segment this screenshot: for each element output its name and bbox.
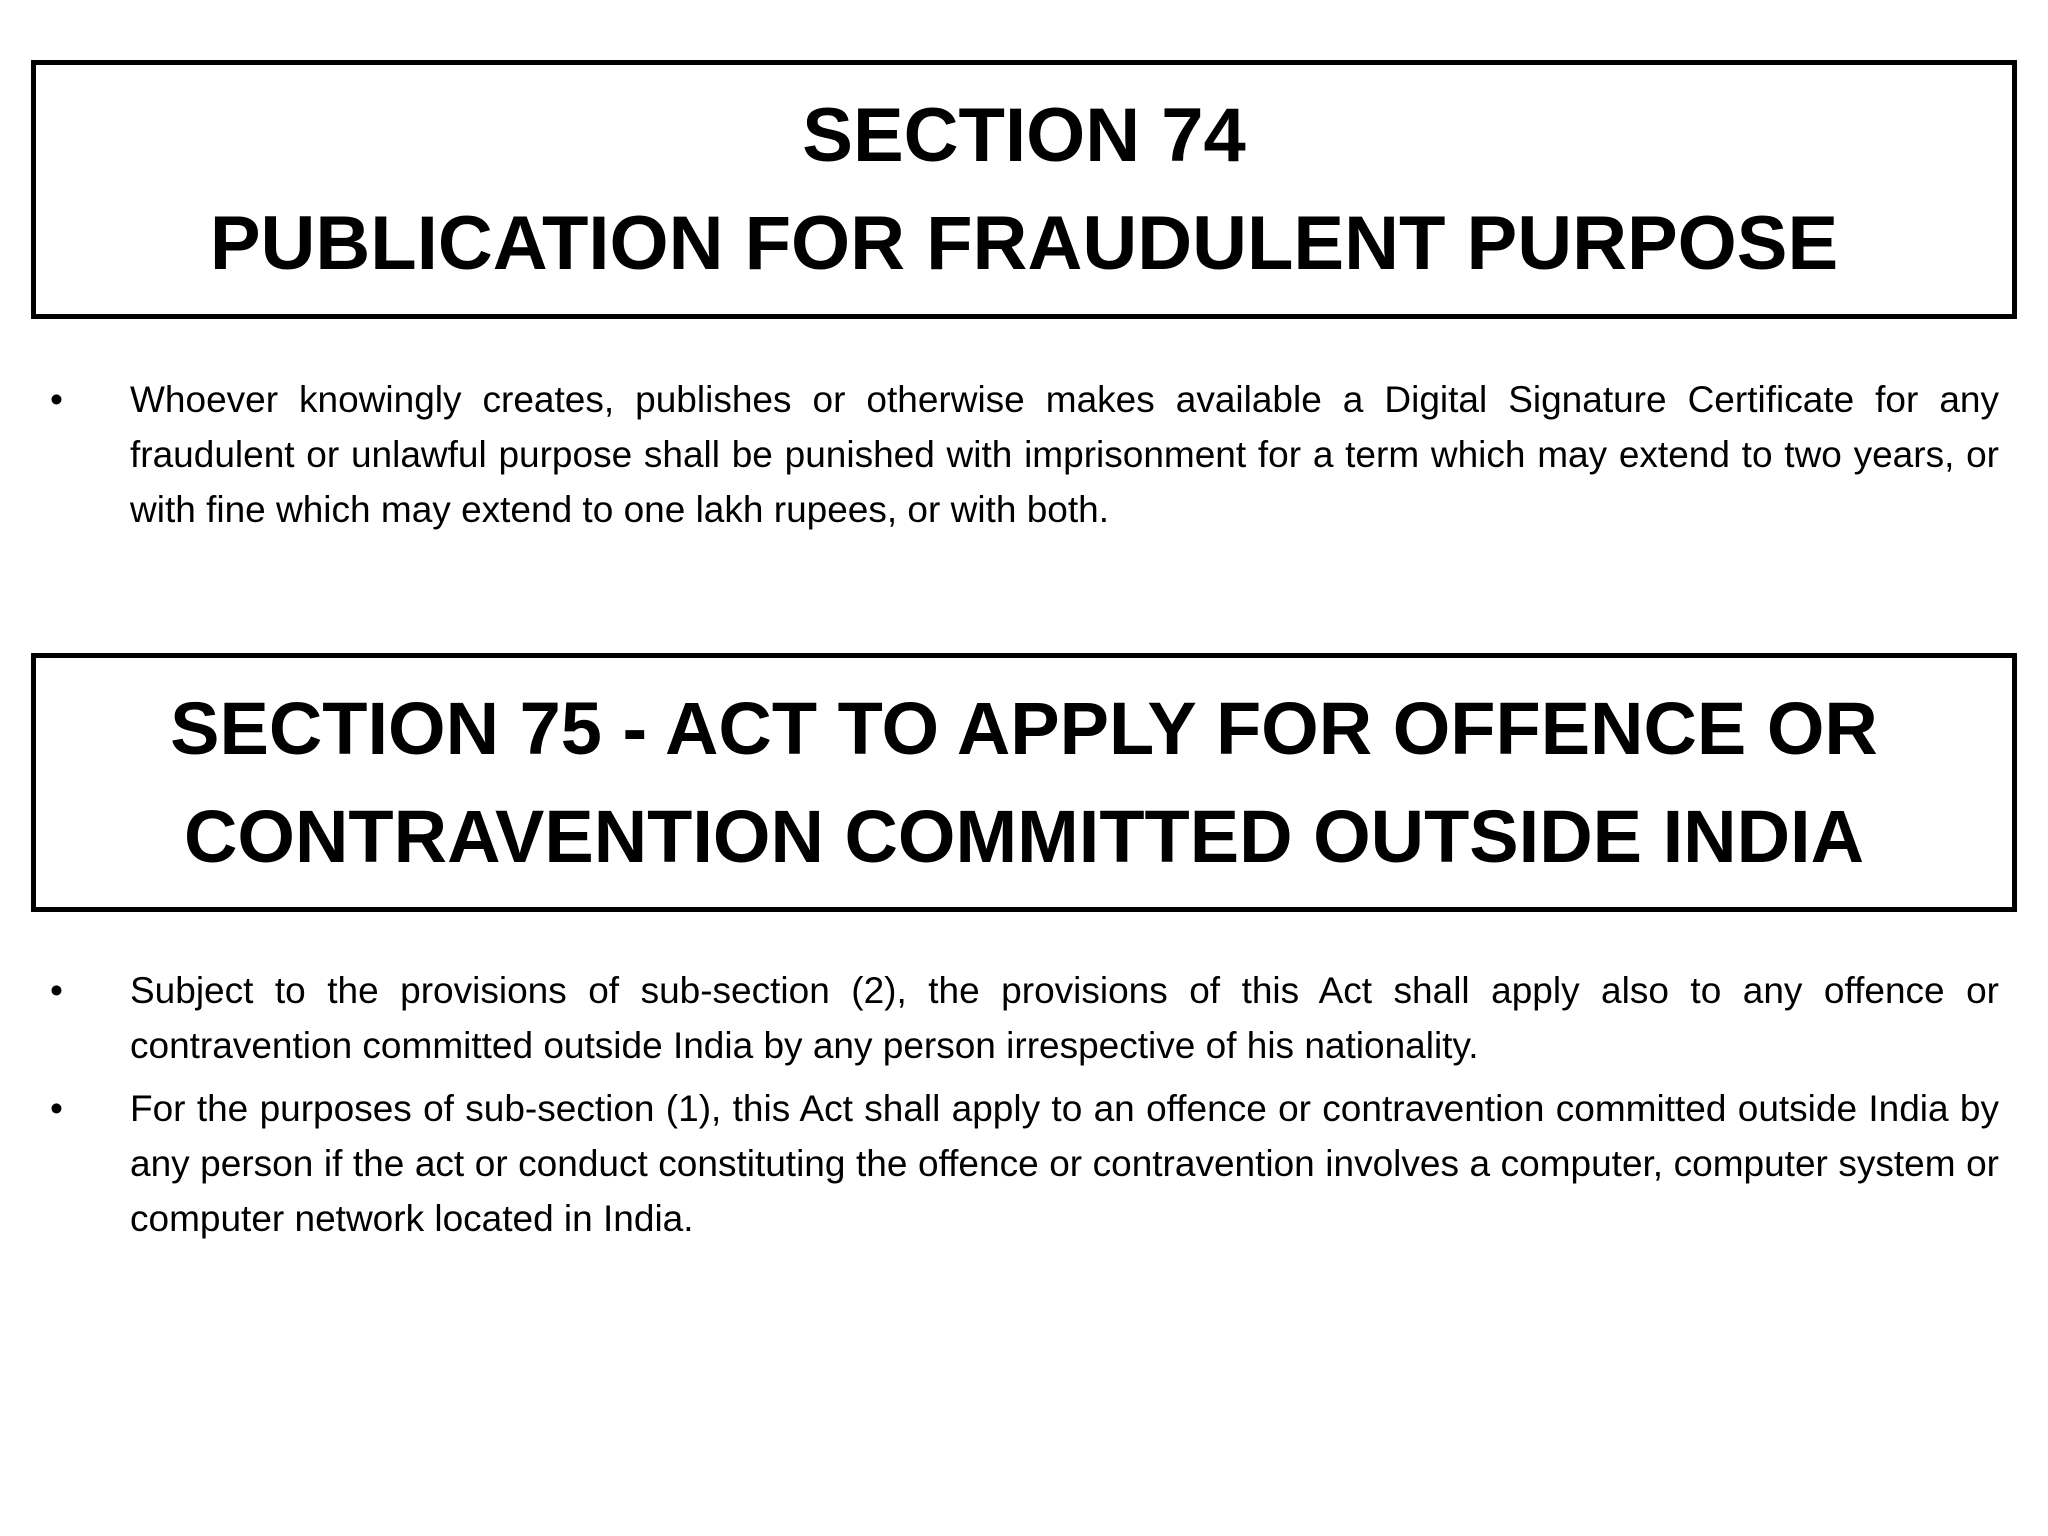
section-75-heading-line-1: SECTION 75 - ACT TO APPLY FOR OFFENCE OR [170,686,1878,770]
section-74-bullet-list [0,372,2048,545]
list-item [0,372,2048,537]
section-75-heading-box [31,653,2017,912]
bullet-icon: • [50,379,63,420]
bullet-icon: • [50,1088,63,1129]
section-74-heading-line-2: PUBLICATION FOR FRAUDULENT PURPOSE [209,200,1839,286]
bullet-icon: • [50,970,63,1011]
section-74-heading-line-1: SECTION 74 [802,92,1246,178]
section-75-heading-line-2: CONTRAVENTION COMMITTED OUTSIDE INDIA [183,794,1865,878]
list-item [0,963,2048,1073]
section-75-bullet-list [0,963,2048,1254]
section-75-bullet-text-2: For the purposes of sub-section (1), this Act shall apply to an offence or contravention committed outside India by any person if the act or conduct constituting the offence or contravention involves a computer, computer system or computer network located in India. [130,1088,1999,1239]
section-74-heading-box [31,60,2017,319]
section-75-bullet-text-1: Subject to the provisions of sub-section (2), the provisions of this Act shall apply also to any offence or contravention committed outside India by any person irrespective of his nationality. [130,970,1999,1066]
list-item [0,1081,2048,1246]
section-74-bullet-text: Whoever knowingly creates, publishes or otherwise makes available a Digital Signature Certificate for any fraudulent or unlawful purpose shall be punished with imprisonment for a term which may extend to two years, or with fine which may extend to one lakh rupees, or with both. [130,379,1999,530]
